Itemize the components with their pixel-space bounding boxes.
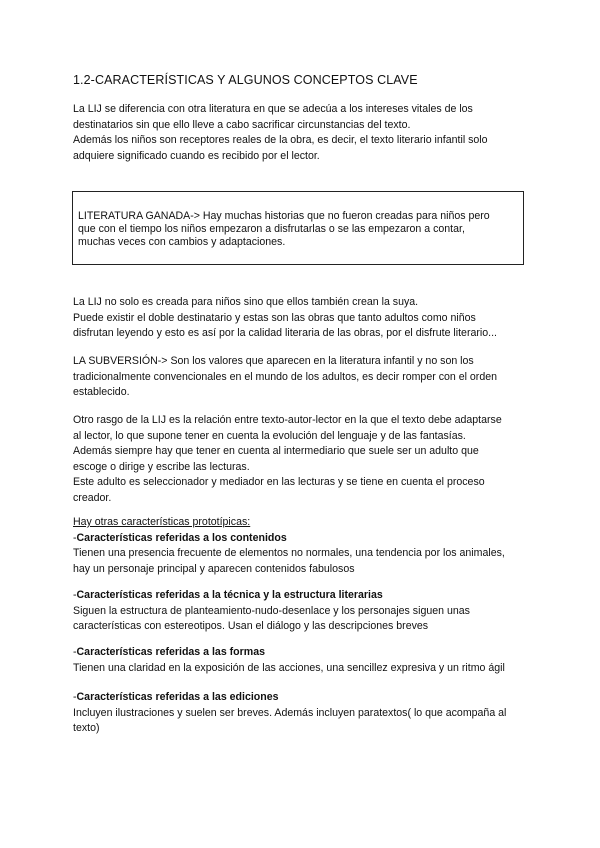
characteristics-section: [73, 515, 543, 577]
text-line: creador.: [73, 491, 112, 504]
text-line: disfrutan leyendo y esto es así por la calidad literaria de las obras, por el disfrute literario...: [73, 327, 497, 339]
characteristic-block-ediciones: [73, 690, 543, 737]
characteristic-title: -Características referidas a las formas: [73, 646, 265, 658]
text-line: Incluyen ilustraciones y suelen ser breves. Además incluyen paratextos( lo que acompaña al: [73, 706, 507, 719]
characteristic-title-text: Características referidas a las ediciones: [76, 691, 279, 703]
text-line: escoge o dirige y escribe las lecturas.: [73, 460, 250, 473]
text-line: Este adulto es seleccionador y mediador en las lecturas y se tiene en cuenta el proceso: [73, 476, 485, 488]
text-line: que con el tiempo los niños empezaron a disfrutarlas o se las empezaron a contar,: [78, 223, 465, 235]
text-line: Siguen la estructura de planteamiento-nudo-desenlace y los personajes siguen unas: [73, 604, 470, 617]
text-line: LA SUBVERSIÓN-> Son los valores que aparecen en la literatura infantil y no son los: [73, 355, 474, 367]
text-line: hay un personaje principal y aparecen contenidos fabulosos: [73, 562, 355, 575]
text-line: tradicionalmente convencionales en el mundo de los adultos, es decir romper con el orden: [73, 370, 497, 383]
intro-paragraph: [73, 102, 543, 164]
text-line: texto): [73, 722, 100, 734]
text-line: Tienen una claridad en la exposición de las acciones, una sencillez expresiva y un ritmo ágil: [73, 661, 505, 674]
characteristic-title-text: Características referidas a la técnica y la estructura literarias: [76, 589, 383, 601]
text-line: La LIJ no solo es creada para niños sino que ellos también crean la suya.: [73, 296, 419, 308]
text-line: La LIJ se diferencia con otra literatura en que se adecúa a los intereses vitales de los: [73, 103, 473, 115]
text-line: establecido.: [73, 386, 130, 398]
characteristics-intro: Hay otras características prototípicas:: [73, 516, 251, 528]
characteristic-title: -Características referidas a los contenidos: [73, 531, 287, 544]
text-line: al lector, lo que supone tener en cuenta la evolución del lenguaje y de las fantasías.: [73, 429, 466, 442]
text-line: adquiere significado cuando es recibido por el lector.: [73, 149, 320, 162]
characteristic-title: -Características referidas a la técnica y la estructura literarias: [73, 589, 383, 601]
paragraph-texto-autor-lector: [73, 413, 543, 506]
characteristic-title-text: Características referidas a las formas: [76, 646, 265, 658]
text-line: muchas veces con cambios y adaptaciones.: [78, 236, 286, 248]
text-line: Además los niños son receptores reales de la obra, es decir, el texto literario infantil solo: [73, 134, 488, 146]
characteristic-title: -Características referidas a las ediciones: [73, 691, 279, 703]
text-line: Tienen una presencia frecuente de elementos no normales, una tendencia por los animales,: [73, 547, 505, 559]
text-line: características con estereotipos. Usan el diálogo y las descripciones breves: [73, 620, 429, 632]
text-line: Puede existir el doble destinatario y estas son las obras que tanto adultos como niños: [73, 311, 476, 324]
paragraph-subversion: [73, 354, 543, 401]
characteristic-block-tecnica: [73, 588, 543, 635]
section-heading: 1.2-CARACTERÍSTICAS Y ALGUNOS CONCEPTOS CLAVE: [73, 73, 418, 87]
characteristic-block-formas: [73, 645, 543, 676]
characteristic-title-text: Características referidas a los contenidos: [76, 531, 287, 544]
text-line: destinatarios sin que ello lleve a cabo sacrificar circunstancias del texto.: [73, 118, 411, 131]
box-text: [78, 210, 518, 249]
text-line: LITERATURA GANADA-> Hay muchas historias que no fueron creadas para niños pero: [78, 210, 490, 222]
text-line: Además siempre hay que tener en cuenta al intermediario que suele ser un adulto que: [73, 445, 479, 457]
literatura-ganada-box: [72, 191, 524, 265]
text-line: Otro rasgo de la LIJ es la relación entre texto-autor-lector en la que el texto debe adaptarse: [73, 414, 502, 426]
paragraph-doble-destinatario: [73, 295, 543, 342]
